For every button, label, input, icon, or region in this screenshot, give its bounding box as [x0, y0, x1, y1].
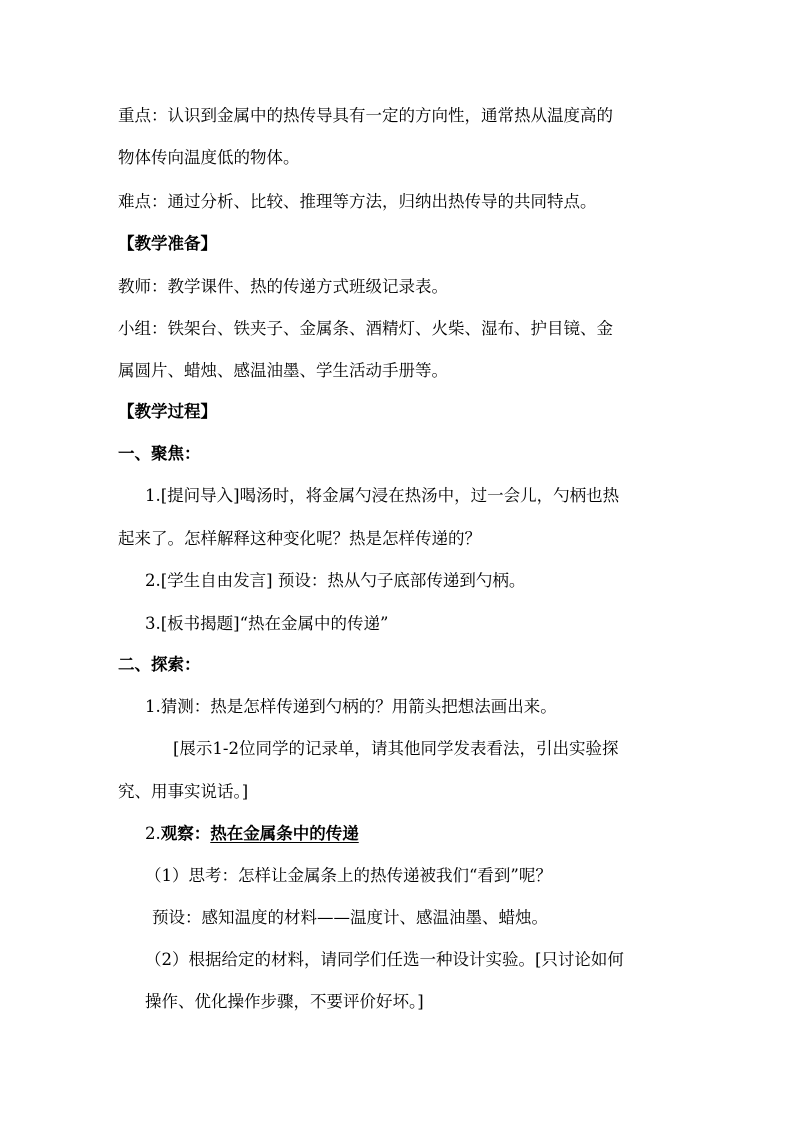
difficulty-line: 难点：通过分析、比较、推理等方法，归纳出热传导的共同特点。	[118, 192, 597, 211]
focus-item-2	[145, 569, 525, 593]
heading-focus: 一、聚焦：	[118, 444, 201, 463]
item-number: 2.	[145, 824, 161, 843]
explore-note-line-1: [展示1-2位同学的记录单，请其他同学发表看法，引出实验探	[173, 739, 619, 758]
item-text: “热在金属中的传递”	[239, 614, 389, 633]
think-question: （1）思考：怎样让金属条上的热传递被我们“看到”呢？	[145, 866, 552, 885]
focus-item-1-line-1	[145, 484, 619, 508]
bracket-note: [板书揭题]	[160, 614, 240, 633]
bracket-note: [只讨论如何	[535, 950, 624, 969]
teacher-materials: 教师：教学课件、热的传递方式班级记录表。	[118, 277, 448, 296]
explore-note-line-2: 究、用事实说话。]	[118, 782, 249, 801]
design-line-1	[145, 948, 624, 972]
item-text: （2）根据给定的材料，请同学们任选一种设计实验。	[145, 950, 535, 969]
item-number: 3.	[145, 614, 161, 633]
heading-teaching-process: 【教学过程】	[118, 402, 217, 421]
heading-explore: 二、探索：	[118, 655, 201, 674]
explore-item-2	[145, 822, 359, 846]
design-line-2: 操作、优化操作步骤，不要评价好坏。]	[145, 992, 424, 1011]
explore-item-1: 1.猜测：热是怎样传递到勺柄的？用箭头把想法画出来。	[145, 697, 557, 716]
item-number: 1.	[145, 486, 161, 505]
key-point-line-2: 物体传向温度低的物体。	[118, 148, 300, 167]
key-point-line-1: 重点：认识到金属中的热传导具有一定的方向性，通常热从温度高的	[118, 106, 613, 125]
bracket-note: [提问导入]	[160, 486, 240, 505]
item-text: 喝汤时，将金属勺浸在热汤中，过一会儿，勺柄也热	[239, 486, 620, 505]
observe-label: 观察：	[160, 824, 211, 843]
group-materials-line-2: 属圆片、蜡烛、感温油墨、学生活动手册等。	[118, 361, 448, 380]
item-number: 2.	[145, 571, 161, 590]
think-preset: 预设：感知温度的材料——温度计、感温油墨、蜡烛。	[152, 908, 548, 927]
observe-title: 热在金属条中的传递	[210, 824, 359, 843]
item-text: 预设：热从勺子底部传递到勺柄。	[272, 571, 526, 590]
bracket-note: [学生自由发言]	[160, 571, 273, 590]
group-materials-line-1: 小组：铁架台、铁夹子、金属条、酒精灯、火柴、湿布、护目镜、金	[118, 319, 613, 338]
heading-teaching-preparation: 【教学准备】	[118, 234, 217, 253]
focus-item-3	[145, 612, 389, 636]
focus-item-1-line-2: 起来了。怎样解释这种变化呢？热是怎样传递的？	[118, 529, 481, 548]
